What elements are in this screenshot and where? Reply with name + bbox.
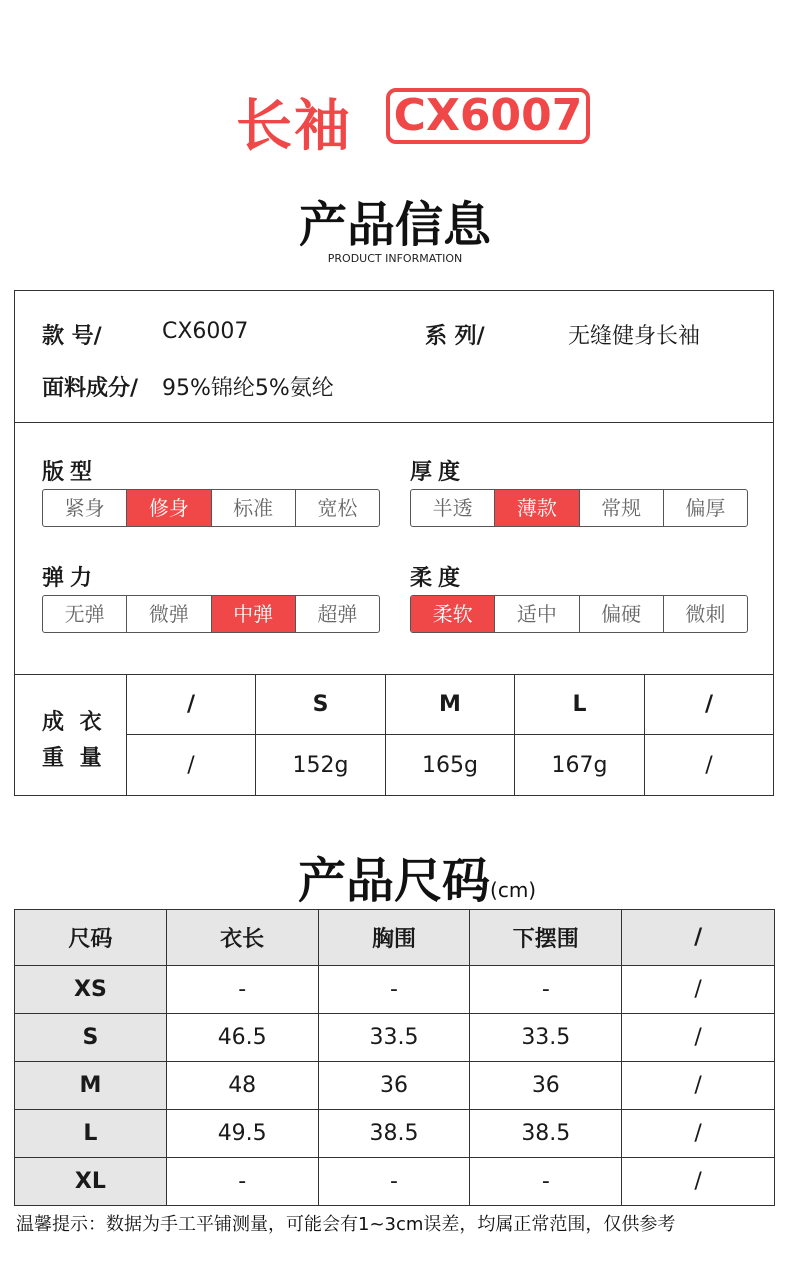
attr-title-softness: 柔度 <box>410 566 467 591</box>
series-value: 无缝健身长袖 <box>568 324 701 349</box>
table-cell: - <box>166 1158 318 1206</box>
table-cell: 36 <box>470 1062 622 1110</box>
table-cell: S <box>15 1014 167 1062</box>
table-cell: - <box>166 966 318 1014</box>
style-label: 款 号/ <box>42 324 102 349</box>
size-section-unit: (cm) <box>490 878 537 902</box>
table-cell: / <box>622 1158 775 1206</box>
seg-option-selected: 中弹 <box>212 596 296 632</box>
seg-option-selected: 修身 <box>127 490 211 526</box>
seg-option: 偏硬 <box>580 596 664 632</box>
table-cell: XS <box>15 966 167 1014</box>
table-cell: 38.5 <box>470 1110 622 1158</box>
table-row <box>15 1110 775 1158</box>
table-cell: - <box>318 966 470 1014</box>
weight-size: L <box>515 675 645 734</box>
weight-value: 165g <box>386 735 515 796</box>
table-row <box>15 1158 775 1206</box>
product-code-badge: CX6007 <box>386 88 590 144</box>
table-header: 胸围 <box>318 910 470 966</box>
table-row <box>15 1062 775 1110</box>
table-row <box>15 1014 775 1062</box>
weight-size: S <box>256 675 386 734</box>
weight-size: / <box>704 692 714 717</box>
style-value: CX6007 <box>162 319 249 344</box>
seg-option: 宽松 <box>317 496 358 520</box>
table-cell: 36 <box>318 1062 470 1110</box>
info-section-subtitle: PRODUCT INFORMATION <box>327 252 463 265</box>
softness-selector <box>410 595 748 633</box>
attr-title-elasticity: 弹力 <box>42 566 99 591</box>
weight-grid <box>127 675 773 796</box>
table-header: 尺码 <box>15 910 167 966</box>
table-cell: M <box>15 1062 167 1110</box>
info-box <box>14 290 774 796</box>
seg-option: 紧身 <box>43 490 127 526</box>
table-cell: 48 <box>166 1062 318 1110</box>
fabric-label: 面料成分/ <box>42 376 139 401</box>
seg-option: 微刺 <box>685 602 726 626</box>
table-cell: - <box>470 1158 622 1206</box>
series-label: 系 列/ <box>425 324 485 349</box>
seg-option: 无弹 <box>43 596 127 632</box>
divider <box>15 422 773 423</box>
size-section-title-text: 产品尺码 <box>298 853 491 909</box>
table-cell: / <box>622 966 775 1014</box>
table-cell: 38.5 <box>318 1110 470 1158</box>
seg-option: 超弹 <box>317 602 358 626</box>
weight-label-line1: 成 衣 <box>42 710 106 735</box>
weight-size: / <box>127 675 256 734</box>
table-cell: 46.5 <box>166 1014 318 1062</box>
measurement-note: 温馨提示：数据为手工平铺测量，可能会有1~3cm误差，均属正常范围，仅供参考 <box>16 1214 676 1235</box>
table-cell: - <box>470 966 622 1014</box>
table-cell: XL <box>15 1158 167 1206</box>
weight-block <box>15 675 773 796</box>
info-section-title: 产品信息 <box>298 197 491 253</box>
fit-selector <box>42 489 380 527</box>
fabric-value: 95%锦纶5%氨纶 <box>162 376 334 401</box>
weight-value: 167g <box>515 735 645 796</box>
elasticity-selector <box>42 595 380 633</box>
hero <box>0 78 790 158</box>
seg-option: 微弹 <box>127 596 211 632</box>
table-header-row <box>15 910 775 966</box>
weight-size: M <box>386 675 515 734</box>
table-header: / <box>622 910 775 966</box>
table-cell: L <box>15 1110 167 1158</box>
table-header: 下摆围 <box>470 910 622 966</box>
seg-option: 常规 <box>580 490 664 526</box>
table-cell: / <box>622 1014 775 1062</box>
seg-option: 标准 <box>212 490 296 526</box>
table-cell: 33.5 <box>470 1014 622 1062</box>
seg-option-selected: 柔软 <box>411 596 495 632</box>
thickness-selector <box>410 489 748 527</box>
attr-title-fit: 版型 <box>42 460 99 485</box>
table-cell: 49.5 <box>166 1110 318 1158</box>
seg-option: 偏厚 <box>685 496 726 520</box>
table-cell: 33.5 <box>318 1014 470 1062</box>
attr-title-thickness: 厚度 <box>410 460 467 485</box>
seg-option-selected: 薄款 <box>495 490 579 526</box>
table-header: 衣长 <box>166 910 318 966</box>
table-cell: - <box>318 1158 470 1206</box>
table-cell: / <box>622 1110 775 1158</box>
weight-value: / <box>127 735 256 796</box>
seg-option: 适中 <box>495 596 579 632</box>
size-table <box>14 909 775 1206</box>
table-cell: / <box>622 1062 775 1110</box>
weight-value: / <box>705 753 713 778</box>
weight-label-line2: 重 量 <box>42 746 106 771</box>
weight-label <box>15 675 127 796</box>
size-section-title <box>298 842 536 911</box>
weight-value: 152g <box>256 735 386 796</box>
product-title: 长袖 <box>236 94 352 159</box>
table-row <box>15 966 775 1014</box>
seg-option: 半透 <box>411 490 495 526</box>
